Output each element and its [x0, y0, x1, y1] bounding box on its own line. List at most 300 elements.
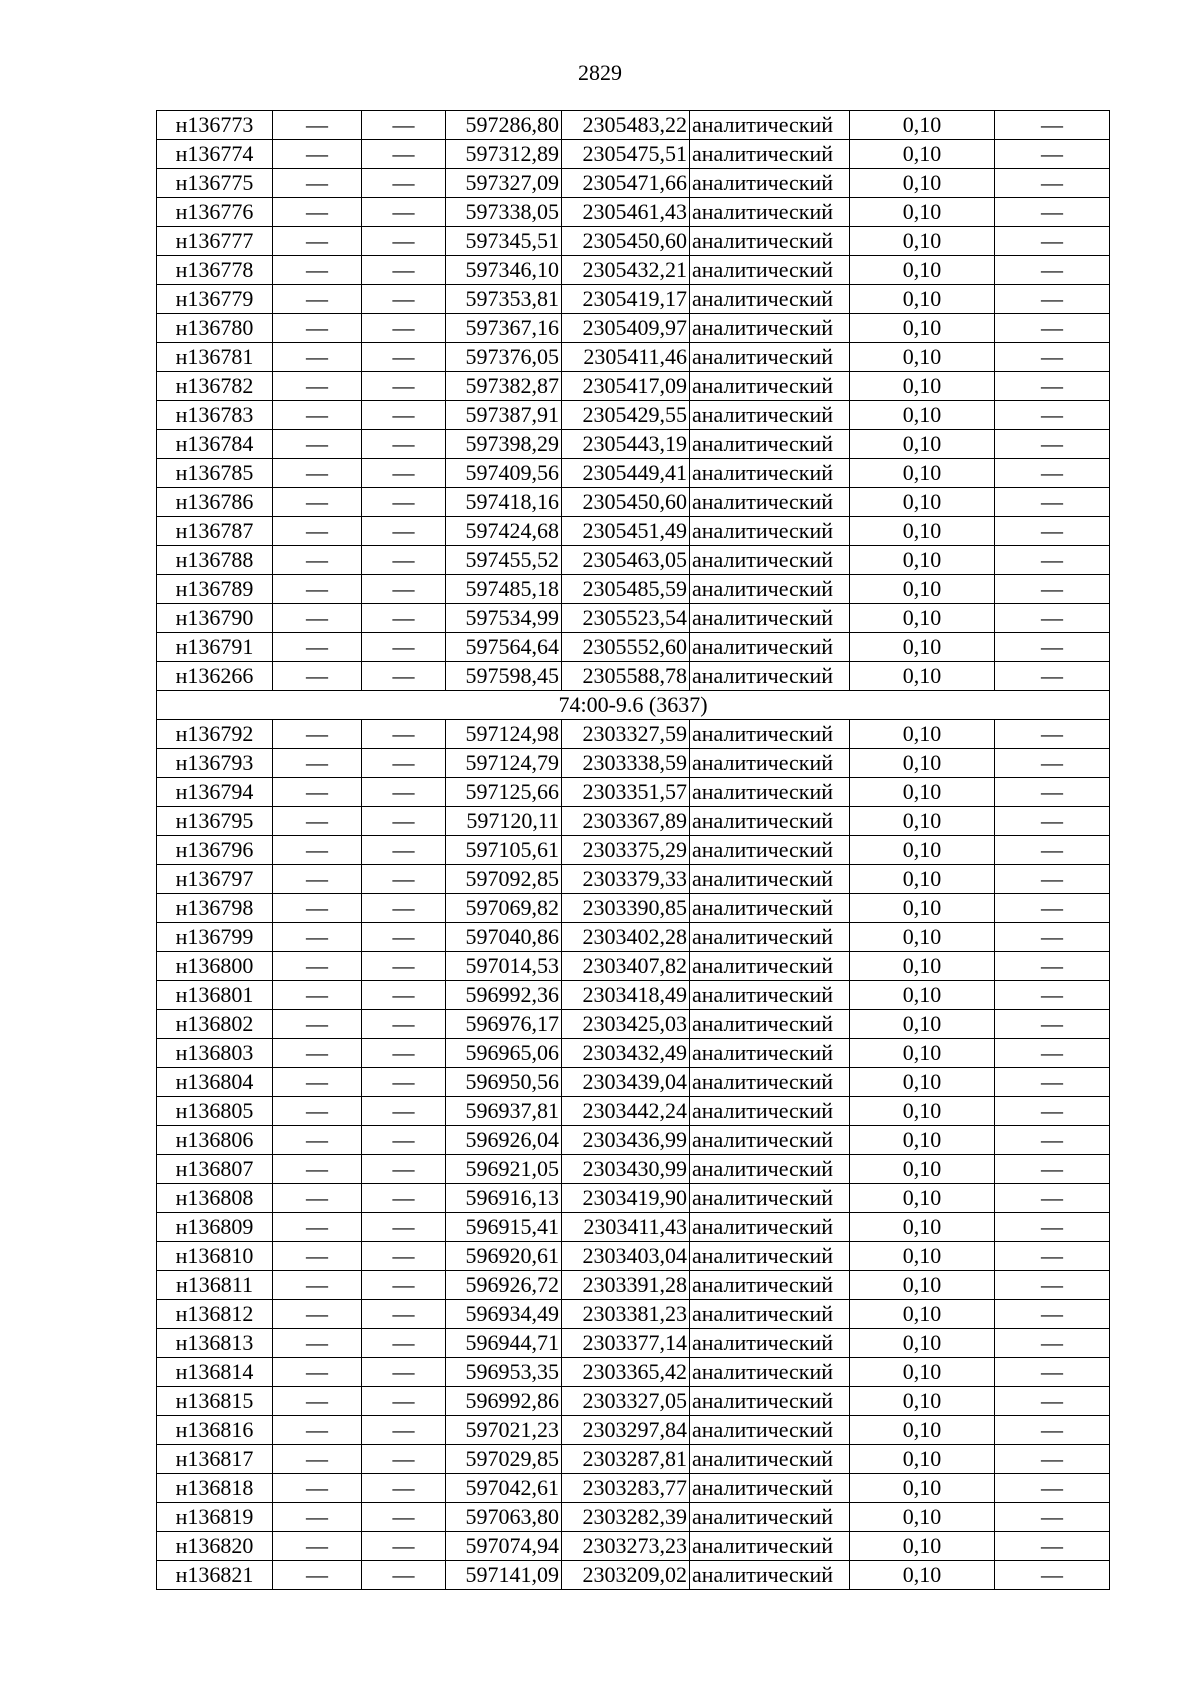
- empty-value-cell: —: [995, 488, 1110, 517]
- x-coordinate-cell: 597353,81: [446, 285, 562, 314]
- accuracy-cell: 0,10: [850, 401, 995, 430]
- method-cell: аналитический: [690, 227, 850, 256]
- accuracy-cell: 0,10: [850, 1358, 995, 1387]
- empty-value-cell: —: [995, 1358, 1110, 1387]
- empty-value-cell: —: [362, 1503, 446, 1532]
- empty-value-cell: —: [273, 256, 362, 285]
- empty-value-cell: —: [362, 1358, 446, 1387]
- point-name-cell: н136815: [157, 1387, 273, 1416]
- point-name-cell: н136789: [157, 575, 273, 604]
- empty-value-cell: —: [995, 1271, 1110, 1300]
- accuracy-cell: 0,10: [850, 865, 995, 894]
- method-cell: аналитический: [690, 169, 850, 198]
- empty-value-cell: —: [362, 1329, 446, 1358]
- y-coordinate-cell: 2305417,09: [562, 372, 690, 401]
- accuracy-cell: 0,10: [850, 1097, 995, 1126]
- empty-value-cell: —: [273, 401, 362, 430]
- empty-value-cell: —: [995, 865, 1110, 894]
- y-coordinate-cell: 2305443,19: [562, 430, 690, 459]
- method-cell: аналитический: [690, 1387, 850, 1416]
- accuracy-cell: 0,10: [850, 1184, 995, 1213]
- empty-value-cell: —: [995, 1561, 1110, 1590]
- empty-value-cell: —: [995, 662, 1110, 691]
- point-name-cell: н136776: [157, 198, 273, 227]
- empty-value-cell: —: [273, 1010, 362, 1039]
- point-name-cell: н136777: [157, 227, 273, 256]
- empty-value-cell: —: [362, 604, 446, 633]
- point-name-cell: н136799: [157, 923, 273, 952]
- empty-value-cell: —: [273, 720, 362, 749]
- point-name-cell: н136783: [157, 401, 273, 430]
- accuracy-cell: 0,10: [850, 459, 995, 488]
- table-row: [157, 1445, 1110, 1474]
- accuracy-cell: 0,10: [850, 1242, 995, 1271]
- x-coordinate-cell: 597124,98: [446, 720, 562, 749]
- empty-value-cell: —: [362, 807, 446, 836]
- accuracy-cell: 0,10: [850, 227, 995, 256]
- point-name-cell: н136814: [157, 1358, 273, 1387]
- page-number: 2829: [578, 60, 622, 85]
- y-coordinate-cell: 2305411,46: [562, 343, 690, 372]
- point-name-cell: н136817: [157, 1445, 273, 1474]
- table-row: [157, 198, 1110, 227]
- y-coordinate-cell: 2303273,23: [562, 1532, 690, 1561]
- method-cell: аналитический: [690, 952, 850, 981]
- method-cell: аналитический: [690, 720, 850, 749]
- empty-value-cell: —: [273, 981, 362, 1010]
- method-cell: аналитический: [690, 865, 850, 894]
- method-cell: аналитический: [690, 546, 850, 575]
- empty-value-cell: —: [995, 604, 1110, 633]
- method-cell: аналитический: [690, 198, 850, 227]
- method-cell: аналитический: [690, 1503, 850, 1532]
- y-coordinate-cell: 2305429,55: [562, 401, 690, 430]
- accuracy-cell: 0,10: [850, 894, 995, 923]
- x-coordinate-cell: 597125,66: [446, 778, 562, 807]
- point-name-cell: н136820: [157, 1532, 273, 1561]
- x-coordinate-cell: 597074,94: [446, 1532, 562, 1561]
- accuracy-cell: 0,10: [850, 140, 995, 169]
- table-row: [157, 1213, 1110, 1242]
- y-coordinate-cell: 2305463,05: [562, 546, 690, 575]
- empty-value-cell: —: [362, 865, 446, 894]
- point-name-cell: н136784: [157, 430, 273, 459]
- empty-value-cell: —: [273, 1532, 362, 1561]
- empty-value-cell: —: [273, 314, 362, 343]
- y-coordinate-cell: 2303402,28: [562, 923, 690, 952]
- point-name-cell: н136819: [157, 1503, 273, 1532]
- point-name-cell: н136782: [157, 372, 273, 401]
- empty-value-cell: —: [362, 1126, 446, 1155]
- table-row: [157, 1097, 1110, 1126]
- point-name-cell: н136781: [157, 343, 273, 372]
- table-row: [157, 807, 1110, 836]
- empty-value-cell: —: [362, 459, 446, 488]
- method-cell: аналитический: [690, 285, 850, 314]
- table-row: [157, 981, 1110, 1010]
- x-coordinate-cell: 597029,85: [446, 1445, 562, 1474]
- x-coordinate-cell: 596937,81: [446, 1097, 562, 1126]
- empty-value-cell: —: [273, 140, 362, 169]
- x-coordinate-cell: 597124,79: [446, 749, 562, 778]
- empty-value-cell: —: [362, 546, 446, 575]
- accuracy-cell: 0,10: [850, 314, 995, 343]
- empty-value-cell: —: [273, 749, 362, 778]
- accuracy-cell: 0,10: [850, 1155, 995, 1184]
- y-coordinate-cell: 2305461,43: [562, 198, 690, 227]
- method-cell: аналитический: [690, 1416, 850, 1445]
- empty-value-cell: —: [995, 807, 1110, 836]
- method-cell: аналитический: [690, 1097, 850, 1126]
- point-name-cell: н136821: [157, 1561, 273, 1590]
- x-coordinate-cell: 597598,45: [446, 662, 562, 691]
- y-coordinate-cell: 2303391,28: [562, 1271, 690, 1300]
- empty-value-cell: —: [362, 836, 446, 865]
- point-name-cell: н136796: [157, 836, 273, 865]
- empty-value-cell: —: [362, 633, 446, 662]
- empty-value-cell: —: [362, 1184, 446, 1213]
- table-row: [157, 1561, 1110, 1590]
- x-coordinate-cell: 597376,05: [446, 343, 562, 372]
- accuracy-cell: 0,10: [850, 1329, 995, 1358]
- empty-value-cell: —: [995, 1097, 1110, 1126]
- empty-value-cell: —: [362, 488, 446, 517]
- empty-value-cell: —: [995, 430, 1110, 459]
- x-coordinate-cell: 597534,99: [446, 604, 562, 633]
- empty-value-cell: —: [273, 865, 362, 894]
- empty-value-cell: —: [273, 169, 362, 198]
- point-name-cell: н136788: [157, 546, 273, 575]
- method-cell: аналитический: [690, 1300, 850, 1329]
- accuracy-cell: 0,10: [850, 749, 995, 778]
- point-name-cell: н136775: [157, 169, 273, 198]
- table-row: [157, 546, 1110, 575]
- y-coordinate-cell: 2305449,41: [562, 459, 690, 488]
- accuracy-cell: 0,10: [850, 1445, 995, 1474]
- x-coordinate-cell: 597312,89: [446, 140, 562, 169]
- accuracy-cell: 0,10: [850, 198, 995, 227]
- empty-value-cell: —: [995, 314, 1110, 343]
- point-name-cell: н136803: [157, 1039, 273, 1068]
- y-coordinate-cell: 2303287,81: [562, 1445, 690, 1474]
- empty-value-cell: —: [273, 836, 362, 865]
- y-coordinate-cell: 2303351,57: [562, 778, 690, 807]
- method-cell: аналитический: [690, 401, 850, 430]
- method-cell: аналитический: [690, 1242, 850, 1271]
- x-coordinate-cell: 596992,36: [446, 981, 562, 1010]
- y-coordinate-cell: 2303209,02: [562, 1561, 690, 1590]
- x-coordinate-cell: 597346,10: [446, 256, 562, 285]
- point-name-cell: н136812: [157, 1300, 273, 1329]
- method-cell: аналитический: [690, 314, 850, 343]
- point-name-cell: н136808: [157, 1184, 273, 1213]
- table-row: [157, 140, 1110, 169]
- y-coordinate-cell: 2305450,60: [562, 227, 690, 256]
- empty-value-cell: —: [995, 1126, 1110, 1155]
- accuracy-cell: 0,10: [850, 517, 995, 546]
- empty-value-cell: —: [362, 198, 446, 227]
- method-cell: аналитический: [690, 1039, 850, 1068]
- table-row: [157, 1503, 1110, 1532]
- empty-value-cell: —: [362, 923, 446, 952]
- table-row: [157, 1271, 1110, 1300]
- empty-value-cell: —: [995, 1445, 1110, 1474]
- y-coordinate-cell: 2303436,99: [562, 1126, 690, 1155]
- empty-value-cell: —: [273, 1242, 362, 1271]
- accuracy-cell: 0,10: [850, 1416, 995, 1445]
- empty-value-cell: —: [273, 1068, 362, 1097]
- method-cell: аналитический: [690, 459, 850, 488]
- accuracy-cell: 0,10: [850, 981, 995, 1010]
- x-coordinate-cell: 597382,87: [446, 372, 562, 401]
- method-cell: аналитический: [690, 1155, 850, 1184]
- y-coordinate-cell: 2303338,59: [562, 749, 690, 778]
- empty-value-cell: —: [273, 1271, 362, 1300]
- empty-value-cell: —: [273, 430, 362, 459]
- point-name-cell: н136810: [157, 1242, 273, 1271]
- table-row: [157, 1532, 1110, 1561]
- accuracy-cell: 0,10: [850, 372, 995, 401]
- method-cell: аналитический: [690, 1213, 850, 1242]
- x-coordinate-cell: 597455,52: [446, 546, 562, 575]
- y-coordinate-cell: 2303282,39: [562, 1503, 690, 1532]
- method-cell: аналитический: [690, 1010, 850, 1039]
- method-cell: аналитический: [690, 517, 850, 546]
- empty-value-cell: —: [995, 1039, 1110, 1068]
- accuracy-cell: 0,10: [850, 1213, 995, 1242]
- y-coordinate-cell: 2303390,85: [562, 894, 690, 923]
- point-name-cell: н136802: [157, 1010, 273, 1039]
- empty-value-cell: —: [995, 923, 1110, 952]
- table-row: [157, 1155, 1110, 1184]
- x-coordinate-cell: 596950,56: [446, 1068, 562, 1097]
- empty-value-cell: —: [995, 749, 1110, 778]
- table-row: [157, 952, 1110, 981]
- accuracy-cell: 0,10: [850, 923, 995, 952]
- point-name-cell: н136773: [157, 111, 273, 140]
- empty-value-cell: —: [995, 1474, 1110, 1503]
- empty-value-cell: —: [362, 662, 446, 691]
- x-coordinate-cell: 597409,56: [446, 459, 562, 488]
- y-coordinate-cell: 2305471,66: [562, 169, 690, 198]
- empty-value-cell: —: [273, 1300, 362, 1329]
- accuracy-cell: 0,10: [850, 169, 995, 198]
- point-name-cell: н136811: [157, 1271, 273, 1300]
- empty-value-cell: —: [273, 1039, 362, 1068]
- empty-value-cell: —: [995, 517, 1110, 546]
- section-title: 74:00-9.6 (3637): [157, 691, 1110, 720]
- accuracy-cell: 0,10: [850, 1532, 995, 1561]
- table-row: [157, 459, 1110, 488]
- y-coordinate-cell: 2303442,24: [562, 1097, 690, 1126]
- x-coordinate-cell: 596965,06: [446, 1039, 562, 1068]
- empty-value-cell: —: [995, 285, 1110, 314]
- empty-value-cell: —: [273, 952, 362, 981]
- table-row: [157, 1242, 1110, 1271]
- accuracy-cell: 0,10: [850, 633, 995, 662]
- empty-value-cell: —: [273, 546, 362, 575]
- method-cell: аналитический: [690, 575, 850, 604]
- table-row: [157, 430, 1110, 459]
- x-coordinate-cell: 597069,82: [446, 894, 562, 923]
- method-cell: аналитический: [690, 372, 850, 401]
- method-cell: аналитический: [690, 111, 850, 140]
- empty-value-cell: —: [273, 459, 362, 488]
- point-name-cell: н136778: [157, 256, 273, 285]
- method-cell: аналитический: [690, 894, 850, 923]
- empty-value-cell: —: [362, 111, 446, 140]
- empty-value-cell: —: [362, 981, 446, 1010]
- point-name-cell: н136266: [157, 662, 273, 691]
- empty-value-cell: —: [273, 1561, 362, 1590]
- point-name-cell: н136774: [157, 140, 273, 169]
- empty-value-cell: —: [362, 401, 446, 430]
- empty-value-cell: —: [362, 1213, 446, 1242]
- method-cell: аналитический: [690, 633, 850, 662]
- x-coordinate-cell: 597092,85: [446, 865, 562, 894]
- table-row: [157, 894, 1110, 923]
- empty-value-cell: —: [362, 1445, 446, 1474]
- empty-value-cell: —: [995, 227, 1110, 256]
- x-coordinate-cell: 596921,05: [446, 1155, 562, 1184]
- x-coordinate-cell: 596926,04: [446, 1126, 562, 1155]
- y-coordinate-cell: 2303419,90: [562, 1184, 690, 1213]
- y-coordinate-cell: 2305432,21: [562, 256, 690, 285]
- y-coordinate-cell: 2303403,04: [562, 1242, 690, 1271]
- table-row: [157, 1300, 1110, 1329]
- x-coordinate-cell: 597418,16: [446, 488, 562, 517]
- table-row: [157, 1416, 1110, 1445]
- empty-value-cell: —: [995, 372, 1110, 401]
- empty-value-cell: —: [995, 546, 1110, 575]
- method-cell: аналитический: [690, 1271, 850, 1300]
- empty-value-cell: —: [362, 1561, 446, 1590]
- method-cell: аналитический: [690, 1358, 850, 1387]
- empty-value-cell: —: [995, 952, 1110, 981]
- empty-value-cell: —: [362, 1416, 446, 1445]
- point-name-cell: н136797: [157, 865, 273, 894]
- empty-value-cell: —: [995, 140, 1110, 169]
- empty-value-cell: —: [273, 923, 362, 952]
- empty-value-cell: —: [273, 285, 362, 314]
- method-cell: аналитический: [690, 981, 850, 1010]
- empty-value-cell: —: [362, 575, 446, 604]
- empty-value-cell: —: [273, 227, 362, 256]
- table-row: [157, 1329, 1110, 1358]
- table-row: [157, 517, 1110, 546]
- x-coordinate-cell: 597141,09: [446, 1561, 562, 1590]
- accuracy-cell: 0,10: [850, 1300, 995, 1329]
- y-coordinate-cell: 2305523,54: [562, 604, 690, 633]
- point-name-cell: н136807: [157, 1155, 273, 1184]
- y-coordinate-cell: 2305552,60: [562, 633, 690, 662]
- x-coordinate-cell: 597398,29: [446, 430, 562, 459]
- accuracy-cell: 0,10: [850, 1271, 995, 1300]
- empty-value-cell: —: [995, 1329, 1110, 1358]
- empty-value-cell: —: [273, 517, 362, 546]
- method-cell: аналитический: [690, 923, 850, 952]
- empty-value-cell: —: [995, 111, 1110, 140]
- method-cell: аналитический: [690, 256, 850, 285]
- table-row: [157, 720, 1110, 749]
- point-name-cell: н136809: [157, 1213, 273, 1242]
- accuracy-cell: 0,10: [850, 111, 995, 140]
- point-name-cell: н136816: [157, 1416, 273, 1445]
- method-cell: аналитический: [690, 749, 850, 778]
- empty-value-cell: —: [362, 256, 446, 285]
- empty-value-cell: —: [273, 633, 362, 662]
- table-row: [157, 1474, 1110, 1503]
- empty-value-cell: —: [995, 1068, 1110, 1097]
- accuracy-cell: 0,10: [850, 256, 995, 285]
- empty-value-cell: —: [273, 575, 362, 604]
- empty-value-cell: —: [362, 778, 446, 807]
- table-row: [157, 1387, 1110, 1416]
- empty-value-cell: —: [995, 981, 1110, 1010]
- point-name-cell: н136813: [157, 1329, 273, 1358]
- y-coordinate-cell: 2305485,59: [562, 575, 690, 604]
- accuracy-cell: 0,10: [850, 546, 995, 575]
- x-coordinate-cell: 597564,64: [446, 633, 562, 662]
- empty-value-cell: —: [995, 401, 1110, 430]
- method-cell: аналитический: [690, 1126, 850, 1155]
- table-row: [157, 285, 1110, 314]
- point-name-cell: н136790: [157, 604, 273, 633]
- table-row: [157, 1010, 1110, 1039]
- x-coordinate-cell: 596920,61: [446, 1242, 562, 1271]
- table-row: [157, 923, 1110, 952]
- method-cell: аналитический: [690, 343, 850, 372]
- point-name-cell: н136800: [157, 952, 273, 981]
- empty-value-cell: —: [362, 952, 446, 981]
- point-name-cell: н136786: [157, 488, 273, 517]
- empty-value-cell: —: [362, 1271, 446, 1300]
- empty-value-cell: —: [273, 1155, 362, 1184]
- method-cell: аналитический: [690, 140, 850, 169]
- x-coordinate-cell: 596944,71: [446, 1329, 562, 1358]
- table-row: [157, 778, 1110, 807]
- accuracy-cell: 0,10: [850, 1039, 995, 1068]
- method-cell: аналитический: [690, 1532, 850, 1561]
- empty-value-cell: —: [362, 720, 446, 749]
- y-coordinate-cell: 2303377,14: [562, 1329, 690, 1358]
- table-body: [157, 111, 1110, 1590]
- method-cell: аналитический: [690, 430, 850, 459]
- empty-value-cell: —: [273, 1097, 362, 1126]
- empty-value-cell: —: [273, 1358, 362, 1387]
- y-coordinate-cell: 2303418,49: [562, 981, 690, 1010]
- table-row: [157, 575, 1110, 604]
- x-coordinate-cell: 597345,51: [446, 227, 562, 256]
- empty-value-cell: —: [995, 459, 1110, 488]
- empty-value-cell: —: [995, 1300, 1110, 1329]
- x-coordinate-cell: 596953,35: [446, 1358, 562, 1387]
- point-name-cell: н136794: [157, 778, 273, 807]
- empty-value-cell: —: [273, 343, 362, 372]
- empty-value-cell: —: [995, 1387, 1110, 1416]
- table-row: [157, 1068, 1110, 1097]
- accuracy-cell: 0,10: [850, 1503, 995, 1532]
- empty-value-cell: —: [995, 343, 1110, 372]
- point-name-cell: н136806: [157, 1126, 273, 1155]
- x-coordinate-cell: 597063,80: [446, 1503, 562, 1532]
- empty-value-cell: —: [995, 1184, 1110, 1213]
- x-coordinate-cell: 597424,68: [446, 517, 562, 546]
- table-row: [157, 1184, 1110, 1213]
- x-coordinate-cell: 597042,61: [446, 1474, 562, 1503]
- point-name-cell: н136804: [157, 1068, 273, 1097]
- x-coordinate-cell: 596934,49: [446, 1300, 562, 1329]
